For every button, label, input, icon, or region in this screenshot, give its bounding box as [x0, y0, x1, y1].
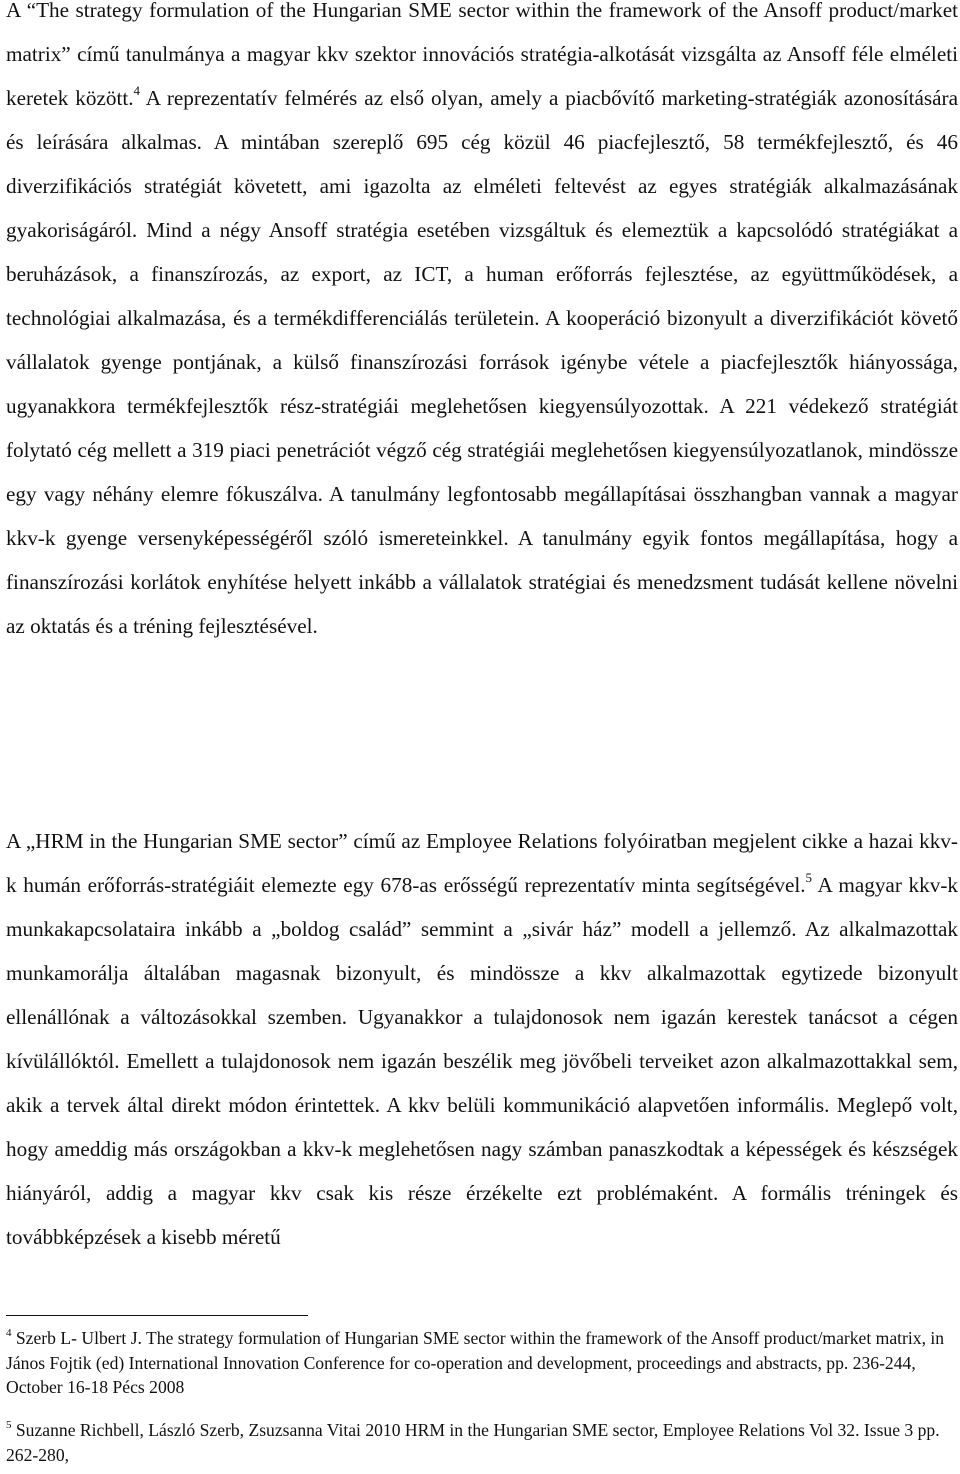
footnote-ref-4[interactable]: 4 — [133, 82, 141, 98]
paragraph-1-text-start: A “The strategy formulation of the Hungarian SME sector within the framework of the Ansoff product/market matrix” című tanulmánya a magyar kkv szektor innovációs stratégia-alkotását vizsgálta az Ansoff féle elméleti keretek között. — [6, 0, 958, 110]
paragraph-2-text-end: A magyar kkv-k munkakapcsolataira inkább a „boldog család” semmint a „sivár ház” modell a jellemző. Az alkalmazottak munkamorálja általában magasnak bizonyult, és mindössze a kkv alkalmazottak egytizede bizonyult ellenállónak a változásokkal szemben. Ugyanakkor a tulajdonosok nem igazán kerestek tanácsot a cégen kívülállóktól. Emellett a tulajdonosok nem igazán beszélik meg jövőbeli terveiket azon alkalmazottakkal sem, akik a tervek által direkt módon érintettek. A kkv belüli kommunikáció alapvetően informális. Meglepő volt, hogy ameddig más országokban a kkv-k meglehetősen nagy számban panaszkodtak a képességek és készségek hiányáról, addig a magyar kkv csak kis része érzékelte ezt problémaként. A formális tréningek és továbbképzések a kisebb méretű — [6, 873, 958, 1249]
footnote-5-number: 5 — [6, 1419, 12, 1432]
footnote-ref-5[interactable]: 5 — [805, 869, 813, 885]
footnote-5-text: Suzanne Richbell, László Szerb, Zsuzsanna Vitai 2010 HRM in the Hungarian SME sector, Employee Relations Vol 32. Issue 3 pp. 262-280, — [6, 1420, 940, 1465]
body-paragraph-2 — [6, 819, 958, 1259]
body-paragraph-1 — [6, 0, 958, 648]
footnote-5 — [6, 1418, 946, 1467]
footnote-separator — [6, 1315, 308, 1316]
paragraph-2-text-start: A „HRM in the Hungarian SME sector” című az Employee Relations folyóiratban megjelent cikke a hazai kkv-k humán erőforrás-stratégiáit elemezte egy 678-as erősségű reprezentatív minta segítségével. — [6, 829, 958, 897]
footnote-4 — [6, 1326, 946, 1400]
footnote-4-number: 4 — [6, 1327, 12, 1340]
paragraph-1-text-end: A reprezentatív felmérés az első olyan, amely a piacbővítő marketing-stratégiák azonosítására és leírására alkalmas. A mintában szereplő 695 cég közül 46 piacfejlesztő, 58 termékfejlesztő, és 46 diverzifikációs stratégiát követett, ami igazolta az elméleti feltevést az egyes stratégiák alkalmazásának gyakoriságáról. Mind a négy Ansoff stratégia esetében vizsgáltuk és elemeztük a kapcsolódó stratégiákat a beruházások, a finanszírozás, az export, az ICT, a human erőforrás fejlesztése, az együttműködések, a technológiai alkalmazása, és a termékdifferenciálás területein. A kooperáció bizonyult a diverzifikációt követő vállalatok gyenge pontjának, a külső finanszírozási források igénybe vétele a piacfejlesztők hiányossága, ugyanakkora termékfejlesztők rész-stratégiái meglehetősen kiegyensúlyozottak. A 221 védekező stratégiát folytató cég mellett a 319 piaci penetrációt végző cég stratégiái meglehetősen kiegyensúlyozatlanok, mindössze egy vagy néhány elemre fókuszálva. A tanulmány legfontosabb megállapításai összhangban vannak a magyar kkv-k gyenge versenyképességéről szóló ismereteinkkel. A tanulmány egyik fontos megállapítása, hogy a finanszírozási korlátok enyhítése helyett inkább a vállalatok stratégiai és menedzsment tudását kellene növelni az oktatás és a tréning fejlesztésével. — [6, 86, 958, 638]
footnote-4-text: Szerb L- Ulbert J. The strategy formulation of Hungarian SME sector within the framework of the Ansoff product/market matrix, in János Fojtik (ed) International Innovation Conference for co-operation and development, proceedings and abstracts, pp. 236-244, October 16-18 Pécs 2008 — [6, 1328, 945, 1397]
